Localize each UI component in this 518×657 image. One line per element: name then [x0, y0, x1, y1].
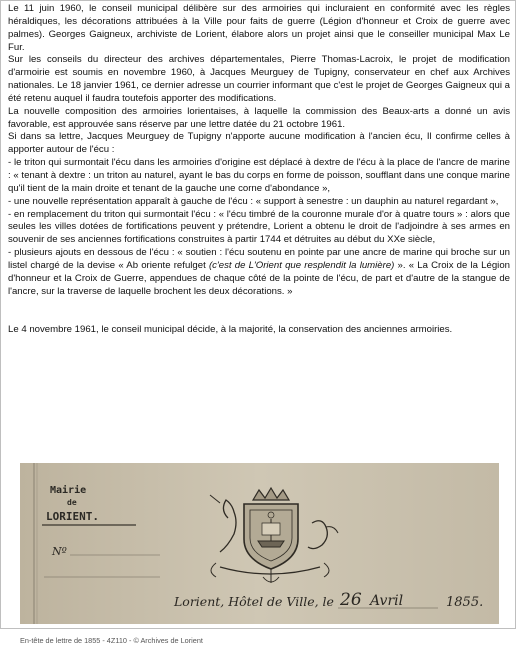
- list-item-text: ». « La Croix de la Légion d'honneur et la Croix de Guerre, appendues de chaque côté de la pointe de l'écu, de part et d'autre de la stangue de l'ancre, sur la traverse de laquelle brochent les deux décorations. »: [8, 259, 510, 297]
- letterhead-year: 1855.: [446, 595, 484, 610]
- letterhead-day: 26: [340, 590, 362, 610]
- closing-paragraph: Le 4 novembre 1961, le conseil municipal décide, à la majorité, la conservation des anciennes armoiries.: [8, 324, 453, 336]
- image-caption: En-tête de lettre de 1855 - 4Z110 - © Archives de Lorient: [20, 636, 203, 645]
- paragraph: Si dans sa lettre, Jacques Meurguey de Tupigny n'apporte aucune modification à l'ancien écu, Il confirme celles à apporter autour de l'écu :: [8, 131, 510, 156]
- paragraph: Sur les conseils du directeur des archives départementales, Pierre Thomas-Lacroix, le projet de modification d'armoirie est soumis en novembre 1960, à Jacques Meurguey de Tupigny, conservateur en chef aux Archives nationales. Le 18 janvier 1961, ce dernier adresse un courrier informant que c'est le projet de Georges Gaigneux qui a été retenu auquel il faudra toutefois apporter des modifications.: [8, 54, 510, 104]
- list-item: - une nouvelle représentation apparaît à gauche de l'écu : « support à senestre : un dauphin au naturel regardant »,: [8, 195, 499, 207]
- letterhead-place-line: Lorient, Hôtel de Ville, le: [174, 594, 334, 609]
- paragraph: Le 11 juin 1960, le conseil municipal délibère sur des armoiries qui incluraient en conformité avec les règles héraldiques, les décorations attribuées à la Ville pour faits de guerre (Légion d'honneur et Croix de guerre avec palmes). Georges Gaigneux, archiviste de Lorient, élabore alors un projet ainsi que le conseiller municipal Max Le Fur.: [8, 3, 510, 53]
- list-item-text: - plusieurs ajouts en dessous de l'écu : « soutien : l'écu soutenu en pointe par une ancre de marine qui broche sur un listel chargé de la devise « Ab oriente refulget: [8, 247, 510, 271]
- letterhead-month: Avril: [370, 593, 404, 609]
- motto-translation: (c'est de L'Orient que resplendit la lumière): [208, 259, 395, 271]
- letterhead-mairie: Mairie: [50, 485, 87, 496]
- list-item: - en remplacement du triton qui surmontait l'écu : « l'écu timbré de la couronne murale d'or à quatre tours » : alors que seules les villes dotées de fortifications peuvent y prétendre, Lorient a obtenu le droit de l'adjoindre à ses armes en souvenir de ses anciennes fortifications construites à partir 1744 et détruites au début du XXe siècle,: [8, 208, 510, 246]
- list-item: - le triton qui surmontait l'écu dans les armoiries d'origine est déplacé à dextre de l'écu à la place de l'ancre de marine : « tenant à dextre : un triton au naturel, ayant le bas du corps en forme de poisson, soufflant dans une conque marine qu'il tient de la main droite et tenant de la gauche une corne d'abondance »,: [8, 157, 510, 194]
- letterhead-image: [20, 463, 499, 624]
- letterhead-lorient: LORIENT.: [46, 510, 99, 523]
- letterhead-de: de: [67, 498, 77, 507]
- article-text: [8, 3, 510, 337]
- list-item: [8, 247, 510, 298]
- paragraph: La nouvelle composition des armoiries lorientaises, à laquelle la commission des Beaux-arts a donné un avis favorable, est approuvée sans réserve par une lettre datée du 21 octobre 1961.: [8, 105, 510, 130]
- letterhead-number: Nº: [52, 545, 67, 558]
